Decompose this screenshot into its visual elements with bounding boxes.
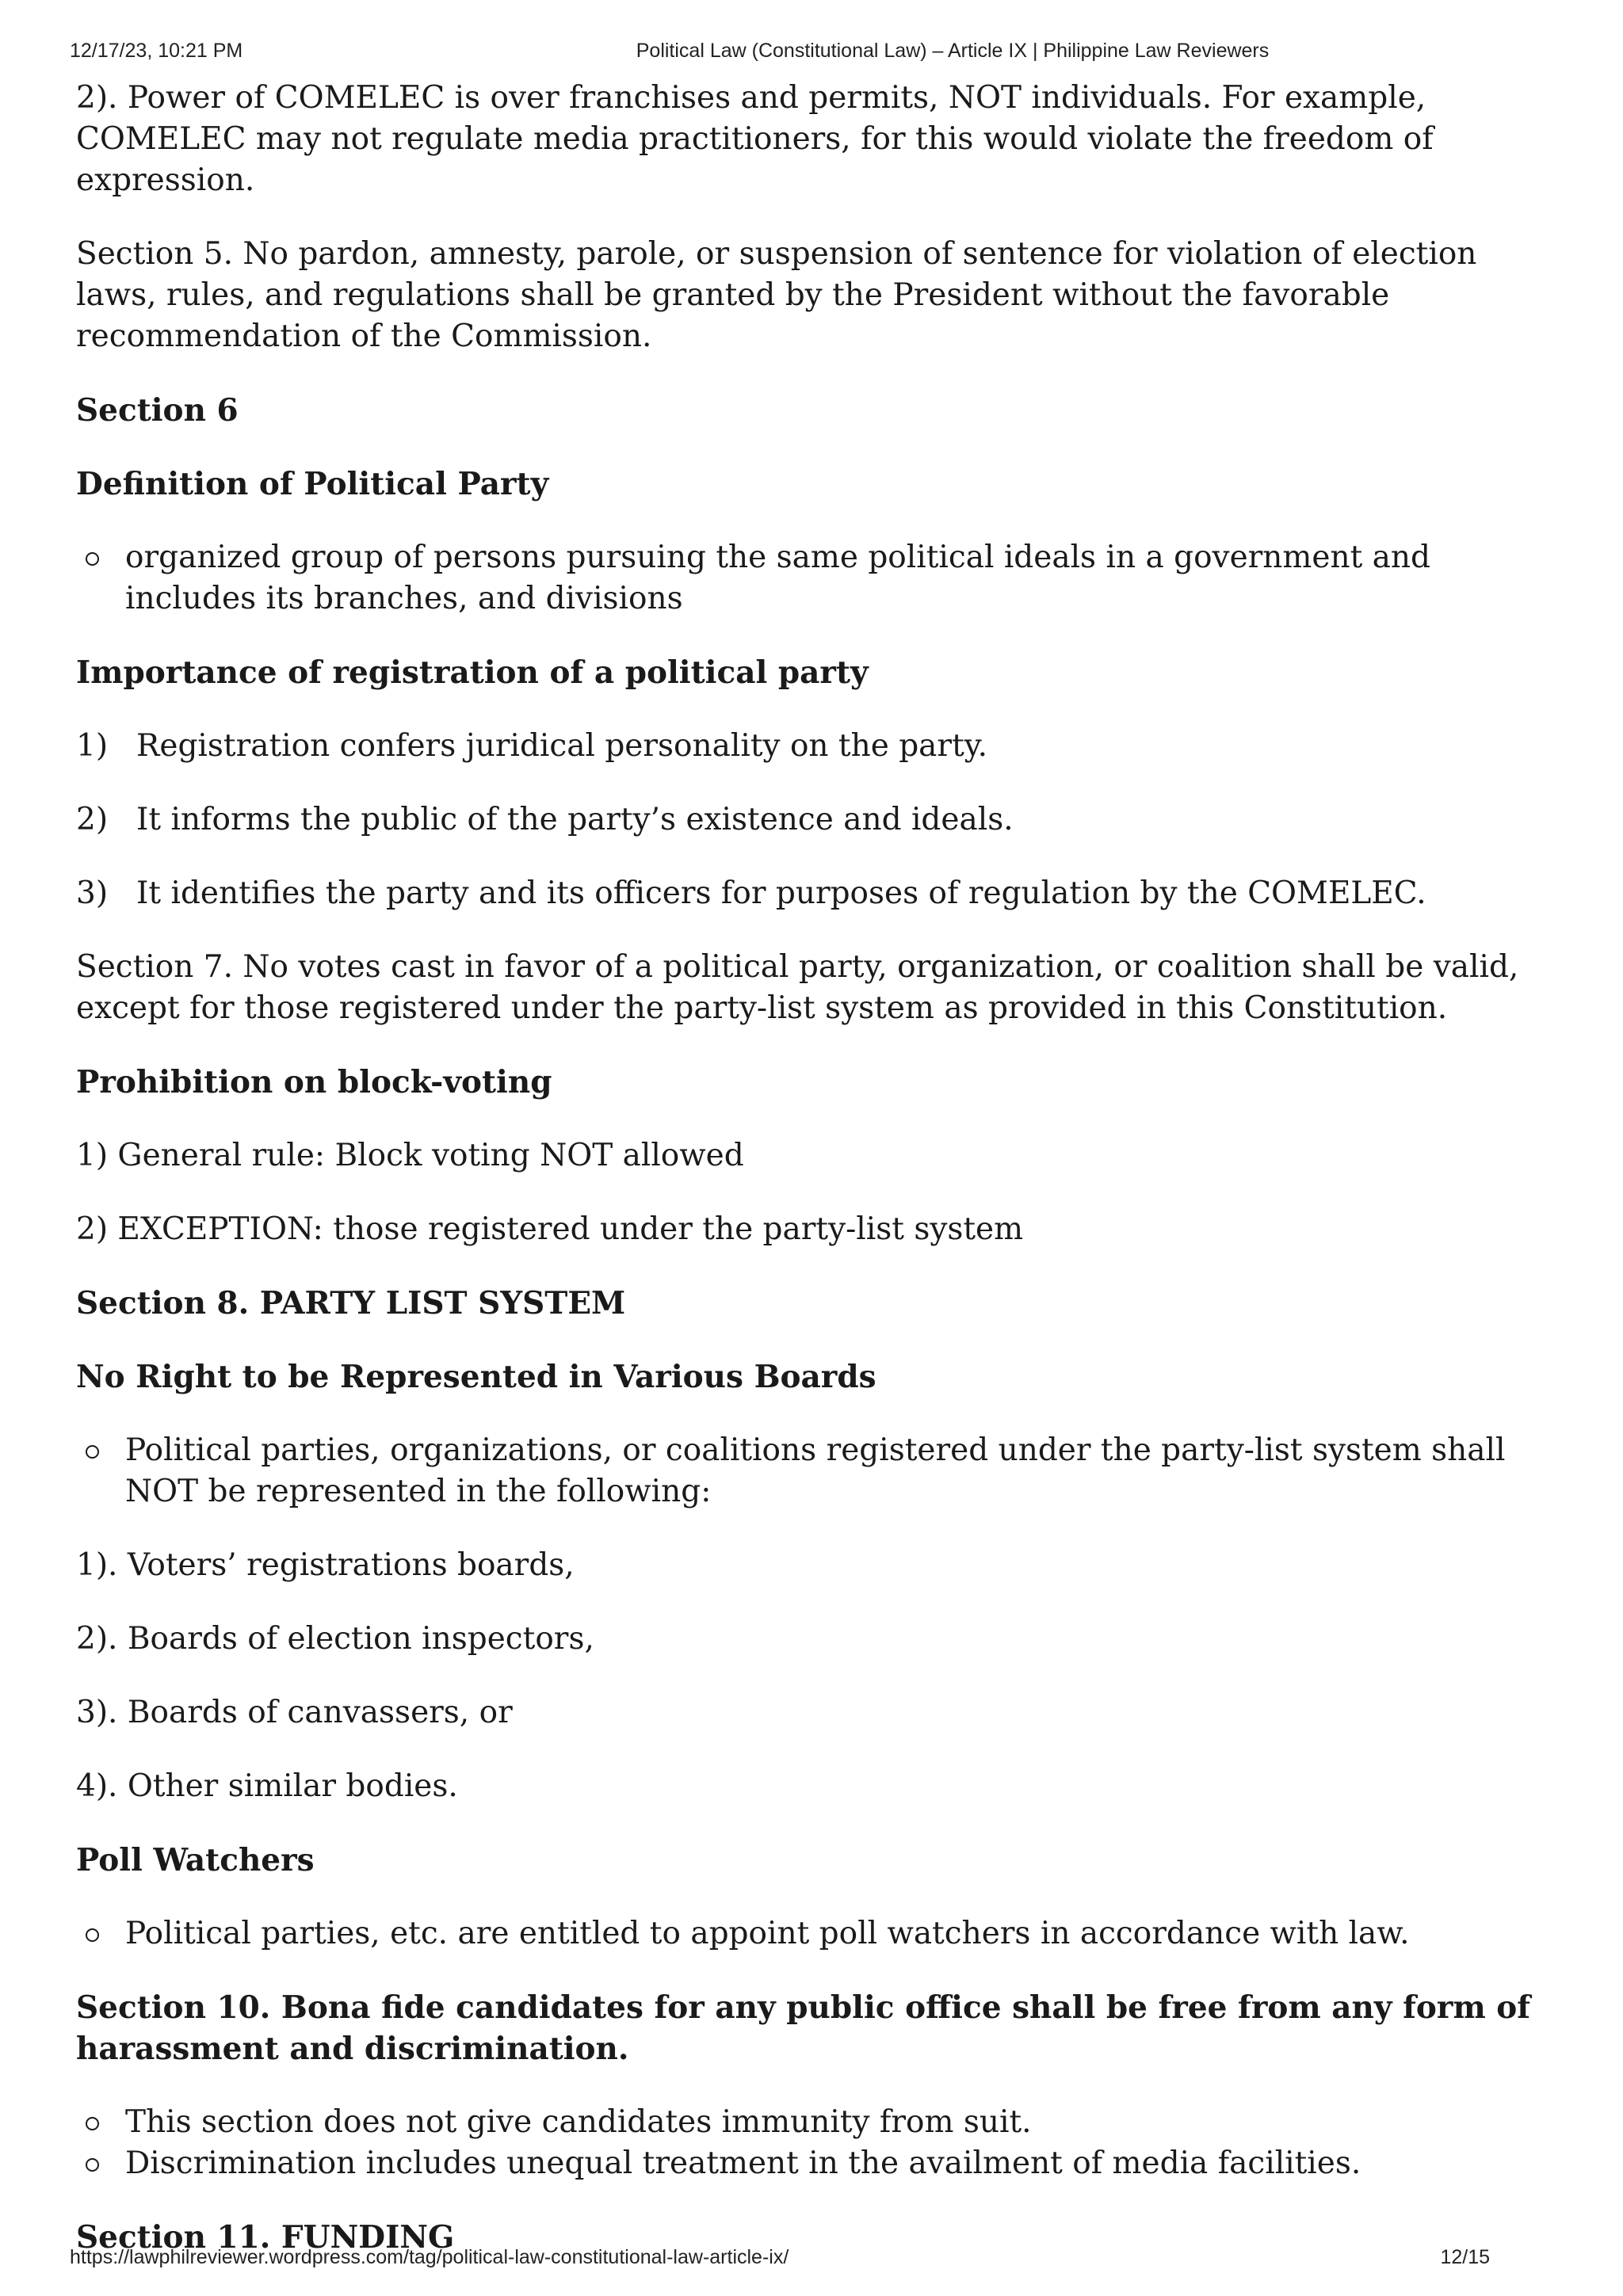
item-text: It informs the public of the party’s existence and ideals. xyxy=(136,802,1014,837)
board-item: 4). Other similar bodies. xyxy=(76,1768,458,1804)
board-item: 2). Boards of election inspectors, xyxy=(76,1621,594,1657)
print-header xyxy=(0,40,1623,67)
item-text: It identifies the party and its officers for purposes of regulation by the COMELEC. xyxy=(136,875,1426,911)
poll-watchers-list xyxy=(76,1913,1566,1955)
numbered-item xyxy=(76,873,1566,914)
heading-no-right-represented: No Right to be Represented in Various Boards xyxy=(76,1359,876,1395)
article-body xyxy=(76,78,1566,2290)
numbered-item xyxy=(76,799,1566,841)
heading-block-voting: Prohibition on block-voting xyxy=(76,1064,552,1100)
heading-poll-watchers: Poll Watchers xyxy=(76,1842,315,1878)
list-item: Discrimination includes unequal treatment in the availment of media facilities. xyxy=(76,2143,1566,2184)
heading-definition-political-party: Definition of Political Party xyxy=(76,466,549,502)
section-10-list xyxy=(76,2102,1566,2184)
heading-importance-registration: Importance of registration of a political party xyxy=(76,654,869,691)
paragraph-comelec-power: 2). Power of COMELEC is over franchises and permits, NOT individuals. For example, COMELEC may not regulate media practitioners, for this would violate the freedom of expression. xyxy=(76,80,1434,198)
print-datetime: 12/17/23, 10:21 PM xyxy=(70,40,243,62)
list-item: Political parties, organizations, or coalitions registered under the party-list system shall NOT be represented in the following: xyxy=(76,1430,1566,1512)
heading-section-11: Section 11. FUNDING xyxy=(76,2219,455,2256)
heading-section-6: Section 6 xyxy=(76,392,239,429)
page-number: 12/15 xyxy=(1440,2246,1490,2268)
board-item: 1). Voters’ registrations boards, xyxy=(76,1547,575,1583)
definition-list xyxy=(76,537,1566,620)
paragraph-section-5: Section 5. No pardon, amnesty, parole, or suspension of sentence for violation of election laws, rules, and regulations shall be granted by the President without the favorable recommendation of the Commission. xyxy=(76,236,1477,354)
print-page-title: Political Law (Constitutional Law) – Article IX | Philippine Law Reviewers xyxy=(636,40,1270,62)
item-number: 2) xyxy=(76,802,109,837)
page-url: https://lawphilreviewer.wordpress.com/tag/political-law-constitutional-law-article-ix/ xyxy=(70,2246,789,2268)
paragraph-section-7: Section 7. No votes cast in favor of a political party, organization, or coalition shall be valid, except for those registered under the party-list system as provided in this Constitution. xyxy=(76,949,1519,1026)
block-voting-exception: 2) EXCEPTION: those registered under the party-list system xyxy=(76,1211,1024,1247)
block-voting-rule: 1) General rule: Block voting NOT allowed xyxy=(76,1138,744,1173)
list-item: Political parties, etc. are entitled to appoint poll watchers in accordance with law. xyxy=(76,1913,1566,1955)
heading-section-10: Section 10. Bona fide candidates for any public office shall be free from any form of harassment and discrimination. xyxy=(76,1989,1531,2067)
item-number: 1) xyxy=(76,728,109,764)
heading-section-8: Section 8. PARTY LIST SYSTEM xyxy=(76,1285,626,1322)
print-footer xyxy=(0,2246,1623,2273)
list-item: organized group of persons pursuing the same political ideals in a government and includes its branches, and divisions xyxy=(76,537,1566,620)
item-number: 3) xyxy=(76,875,109,911)
numbered-item xyxy=(76,726,1566,767)
list-item: This section does not give candidates immunity from suit. xyxy=(76,2102,1566,2143)
item-text: Registration confers juridical personality on the party. xyxy=(136,728,987,764)
board-item: 3). Boards of canvassers, or xyxy=(76,1695,513,1730)
representation-list xyxy=(76,1430,1566,1512)
